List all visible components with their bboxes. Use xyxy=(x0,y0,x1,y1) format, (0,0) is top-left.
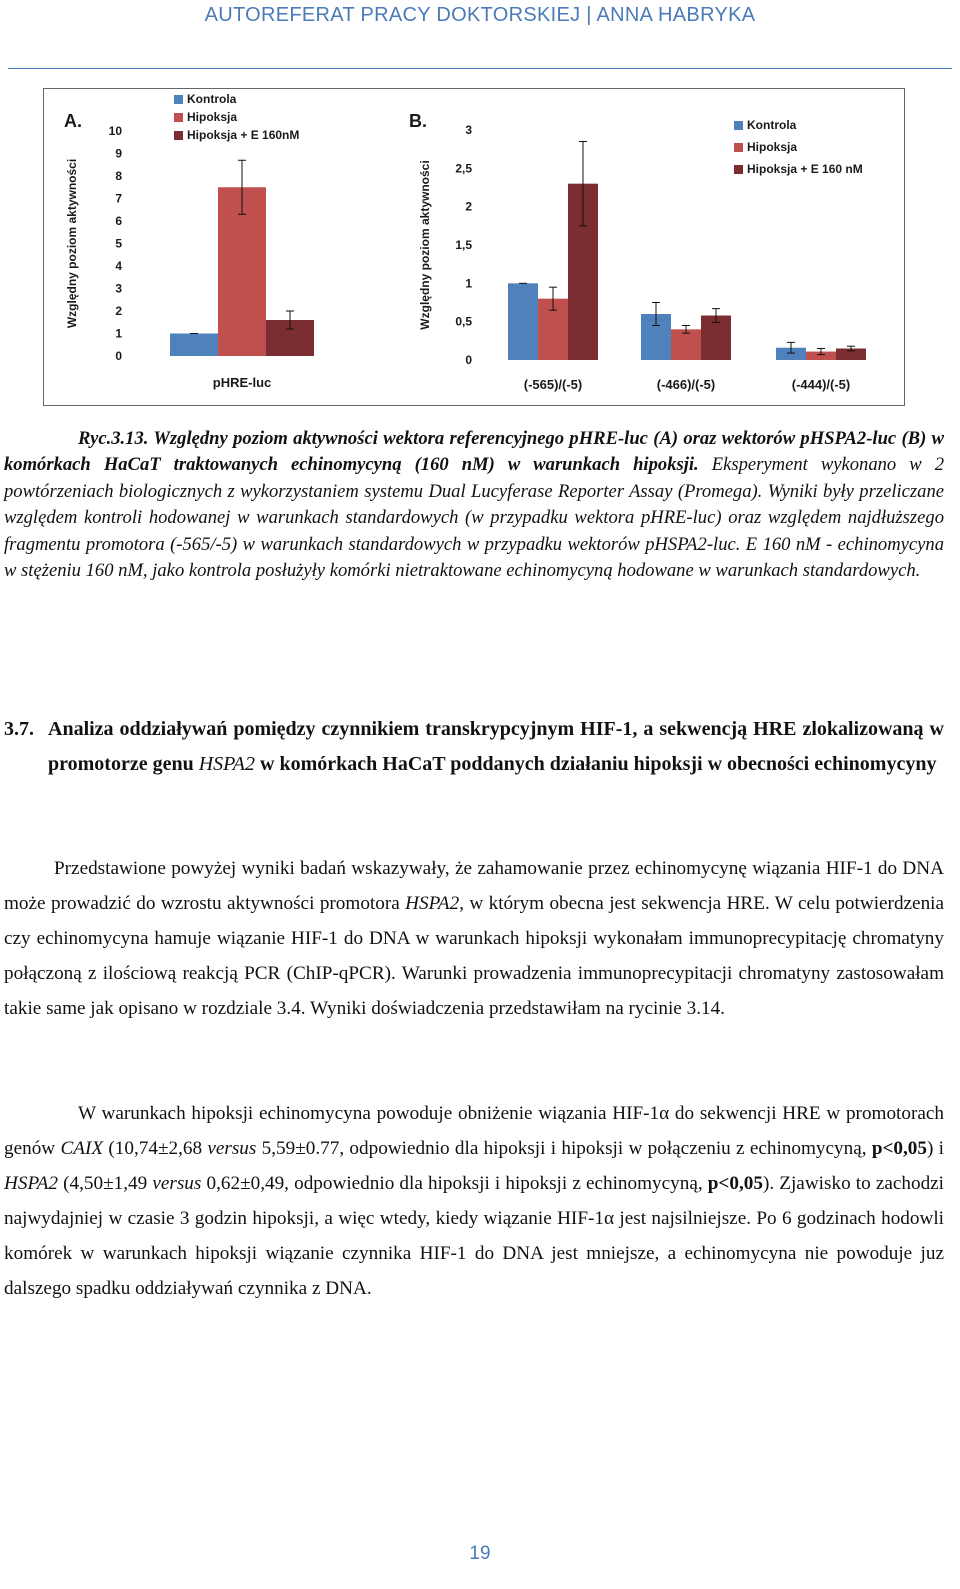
figure-3-13 xyxy=(43,88,905,406)
legend-label: Hipoksja + E 160 nM xyxy=(747,162,863,176)
y-tick-label: 0,5 xyxy=(455,314,472,329)
legend-swatch xyxy=(174,131,183,140)
y-tick-label: 0 xyxy=(465,353,472,367)
y-tick-label: 8 xyxy=(115,169,122,183)
running-header: AUTOREFERAT PRACY DOKTORSKIEJ | ANNA HABRYKA xyxy=(204,4,756,26)
figure-chart-canvas xyxy=(44,89,906,407)
y-tick-label: 9 xyxy=(115,146,122,161)
bar-0 xyxy=(170,334,218,357)
body-paragraph-1 xyxy=(4,851,944,1026)
y-tick-label: 10 xyxy=(108,124,122,138)
p2-text-3: 5,59±0.77, odpowiednio dla hipoksji i hipoksji w połączeniu z echinomycyną, xyxy=(256,1138,872,1159)
section-title-gene: HSPA2 xyxy=(198,753,256,775)
y-tick-label: 2 xyxy=(465,199,472,214)
figure-caption xyxy=(4,426,944,584)
y-tick-label: 2 xyxy=(115,304,122,318)
panel-label: A. xyxy=(64,111,82,131)
p1-text-2: w którym obecna jest sekwencja HRE. W celu potwierdzenia czy echinomycyna hamuje wiązanie HIF-1 do DNA w warunkach hipoksji wykonałam immunoprecypitację chromatyny połączoną z ilościową reakcją PCR (ChIP-qPCR). Warunki prowadzenia immunoprecypitacji chromatyny zastosowałam takie same jak opisano w rozdziale 3.4. Wyniki doświadczenia przedstawiłam na rycinie 3.14. xyxy=(4,893,945,1019)
p2-text-6: 0,62±0,49, odpowiednio dla hipoksji i hipoksji z echinomycyną, xyxy=(201,1173,708,1194)
p2-versus-1: versus xyxy=(207,1138,257,1159)
y-tick-label: 1,5 xyxy=(455,238,472,252)
section-title xyxy=(48,712,944,782)
legend-label: Hipoksja xyxy=(187,110,238,124)
p2-versus-2: versus xyxy=(152,1173,202,1194)
x-tick-label: pHRE-luc xyxy=(212,375,272,390)
y-tick-label: 7 xyxy=(115,191,122,206)
section-heading xyxy=(4,712,944,782)
x-tick-label: (-565)/(-5) xyxy=(523,377,583,392)
caption-body: Eksperyment wykonano w 2 powtórzeniach biologicznych z wykorzystaniem systemu Dual Lucyferase Reporter Assay (Promega). Wyniki były przeliczane względem kontroli hodowanej w warunkach standardowych (w przypadku wektora pHRE-luc) oraz względem najdłuższego fragmentu promotora (-565/-5) w warunkach standardowych w przypadku wektorów pHSPA2-luc. E 160 nM - echinomycyna w stężeniu 160 nM, jako kontrola posłużyły komórki nietraktowane echinomycyną hodowane w warunkach standardowych. xyxy=(4,454,944,582)
legend-label: Kontrola xyxy=(187,92,237,106)
p2-gene-hspa2: HSPA2 xyxy=(4,1173,59,1194)
section-title-part1: Analiza oddziaływań pomiędzy czynnikiem transkrypcyjnym HIF-1, a sekwencją HRE zlokalizowaną w promotorze genu xyxy=(48,718,944,775)
section-number: 3.7. xyxy=(4,718,34,740)
y-tick-label: 3 xyxy=(465,123,472,137)
y-tick-label: 5 xyxy=(115,236,122,251)
bar-1 xyxy=(671,329,701,360)
legend-label: Hipoksja xyxy=(747,140,798,154)
page-number: 19 xyxy=(469,1543,491,1564)
p1-gene: HSPA2, xyxy=(405,893,464,914)
caption-lead: Ryc.3.13. Względny poziom aktywności wektora referencyjnego pHRE-luc (A) oraz wektorów pHSPA2-luc (B) w komórkach HaCaT traktowanych echinomycyną (160 nM) w warunkach hipoksji. xyxy=(4,428,944,476)
y-tick-label: 6 xyxy=(115,214,122,228)
legend-swatch xyxy=(734,143,743,152)
legend-swatch xyxy=(734,121,743,130)
p2-text-2: (10,74±2,68 xyxy=(103,1138,208,1159)
header-divider xyxy=(8,68,952,69)
y-tick-label: 0 xyxy=(115,349,122,363)
section-title-part2: w komórkach HaCaT poddanych działaniu hipoksji w obecności echinomycyny xyxy=(255,753,937,775)
x-tick-label: (-466)/(-5) xyxy=(656,377,716,392)
legend-swatch xyxy=(734,165,743,174)
p2-text-7: ). Zjawisko to zachodzi najwydajniej w czasie 3 godzin hipoksji, a więc wtedy, kiedy wiązanie HIF-1α jest najsilniejsze. Po 6 godzinach hodowli komórek w warunkach hipoksji wiązanie czynnika HIF-1 do DNA jest mniejsze, a echinomycyna nie powoduje juz dalszego spadku oddziaływań czynnika z DNA. xyxy=(4,1173,945,1299)
y-tick-label: 2,5 xyxy=(455,161,472,176)
legend-label: Hipoksja + E 160nM xyxy=(187,128,300,142)
p2-text-4: ) i xyxy=(927,1138,945,1159)
p2-text-5: (4,50±1,49 xyxy=(58,1173,153,1194)
y-axis-label: Względny poziom aktywności xyxy=(65,158,79,329)
p2-gene-caix: CAIX xyxy=(60,1138,104,1159)
y-tick-label: 1 xyxy=(465,276,472,291)
bar-0 xyxy=(508,283,538,360)
p2-pvalue-1: p<0,05 xyxy=(871,1138,927,1159)
y-tick-label: 3 xyxy=(115,281,122,296)
panel-label: B. xyxy=(409,111,427,131)
y-tick-label: 4 xyxy=(115,259,122,273)
legend-swatch xyxy=(174,95,183,104)
y-axis-label: Względny poziom aktywności xyxy=(418,160,432,330)
y-tick-label: 1 xyxy=(115,326,122,341)
x-tick-label: (-444)/(-5) xyxy=(791,377,851,392)
p2-text-1: W warunkach hipoksji echinomycyna powoduje obniżenie wiązania HIF-1α do sekwencji HRE w promotorach genów xyxy=(4,1103,944,1159)
legend-label: Kontrola xyxy=(747,118,797,132)
body-paragraph-2 xyxy=(4,1096,944,1306)
p1-text-1: Przedstawione powyżej wyniki badań wskazywały, że zahamowanie przez echinomycynę wiązania HIF-1 do DNA może prowadzić do wzrostu aktywności promotora xyxy=(4,858,944,914)
legend-swatch xyxy=(174,113,183,122)
p2-pvalue-2: p<0,05 xyxy=(707,1173,763,1194)
